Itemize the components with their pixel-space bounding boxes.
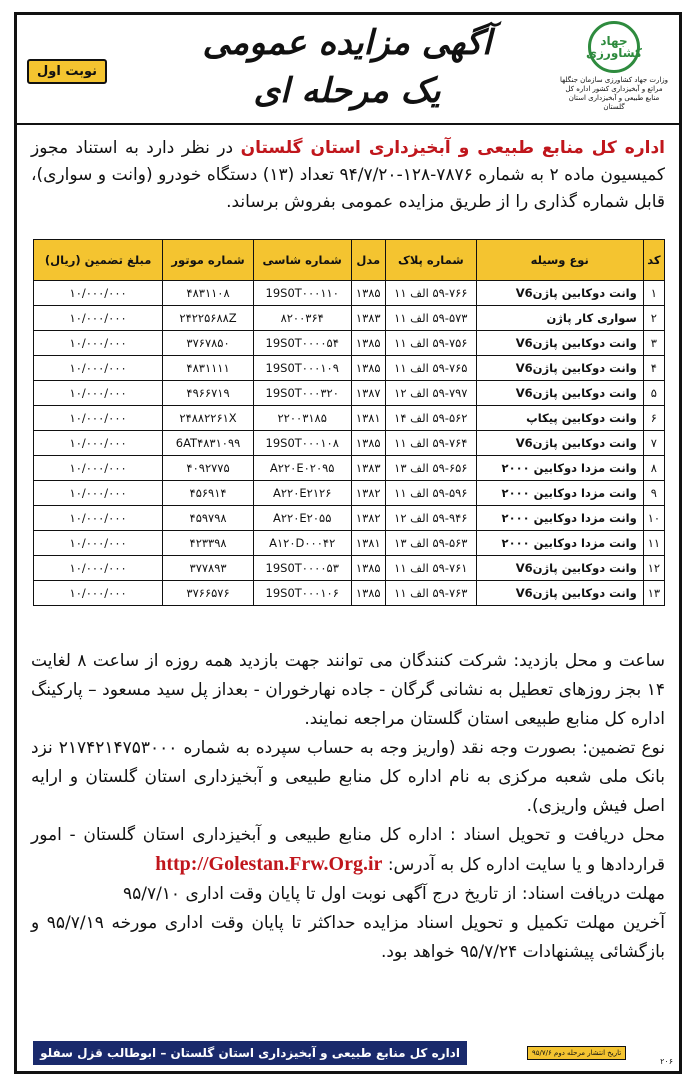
title-line1: آگهی مزایده عمومی [202, 23, 492, 63]
table-header-row [34, 240, 665, 281]
website-link[interactable]: http://Golestan.Frw.Org.ir [155, 853, 383, 875]
cell-type: وانت مزدا دوکابین ۲۰۰۰ [476, 506, 643, 531]
cell-chassis: 19S0T۰۰۰۱۰۹ [253, 356, 351, 381]
cell-engine: ۴۵۹۷۹۸ [163, 506, 254, 531]
cell-model: ۱۳۸۱ [351, 406, 385, 431]
cell-plate: ۵۹-۷۵۶ الف ۱۱ [385, 331, 476, 356]
table-row [34, 331, 665, 356]
col-chassis: شماره شاسی [253, 240, 351, 281]
cell-engine: ۲۴۸۸۲۲۶۱X [163, 406, 254, 431]
cell-chassis: A۱۲۰D۰۰۰۴۲ [253, 531, 351, 556]
col-type: نوع وسیله [476, 240, 643, 281]
table-row [34, 456, 665, 481]
organization-name: اداره کل منابع طبیعی و آبخیزداری استان گلستان [240, 138, 665, 158]
cell-plate: ۵۹-۶۵۶ الف ۱۳ [385, 456, 476, 481]
cell-chassis: 19S0T۰۰۰۱۰۶ [253, 581, 351, 606]
cell-plate: ۵۹-۷۶۳ الف ۱۱ [385, 581, 476, 606]
ad-code: ۲۰۶ [660, 1057, 673, 1066]
cell-engine: ۴۰۹۲۷۷۵ [163, 456, 254, 481]
cell-plate: ۵۹-۵۶۲ الف ۱۴ [385, 406, 476, 431]
cell-code: ۱۲ [643, 556, 664, 581]
cell-guarantee: ۱۰/۰۰۰/۰۰۰ [34, 531, 163, 556]
cell-code: ۸ [643, 456, 664, 481]
cell-chassis: A۲۲۰E۲۱۲۶ [253, 481, 351, 506]
cell-plate: ۵۹-۵۶۳ الف ۱۳ [385, 531, 476, 556]
cell-engine: ۴۲۳۳۹۸ [163, 531, 254, 556]
cell-guarantee: ۱۰/۰۰۰/۰۰۰ [34, 406, 163, 431]
cell-type: وانت دوکابین پاژنV6 [476, 331, 643, 356]
ad-frame [14, 12, 682, 1074]
cell-type: سواری کار پاژن [476, 306, 643, 331]
cell-code: ۴ [643, 356, 664, 381]
cell-chassis: A۲۲۰E۰۲۰۹۵ [253, 456, 351, 481]
intro-text: در نظر دارد به استناد مجوز کمیسیون ماده ۲ به شماره ۷۸۷۶-۱۲۸-۹۴/۷/۲۰ تعداد (۱۳) دستگاه خودرو (وانت و سواری)، قابل شماره گذاری را از طریق مزایده عمومی بفروش برساند. [31, 138, 665, 212]
cell-code: ۷ [643, 431, 664, 456]
cell-chassis: 19S0T۰۰۰۰۵۴ [253, 331, 351, 356]
cell-engine: 6AT۴۸۳۱۰۹۹ [163, 431, 254, 456]
cell-guarantee: ۱۰/۰۰۰/۰۰۰ [34, 306, 163, 331]
cell-model: ۱۳۸۵ [351, 431, 385, 456]
cell-code: ۱۳ [643, 581, 664, 606]
cell-guarantee: ۱۰/۰۰۰/۰۰۰ [34, 381, 163, 406]
cell-engine: ۴۸۳۱۱۱۱ [163, 356, 254, 381]
cell-code: ۳ [643, 331, 664, 356]
cell-engine: ۳۷۶۷۸۵۰ [163, 331, 254, 356]
cell-engine: ۲۴۲۲۵۶۸۸Z [163, 306, 254, 331]
cell-chassis: ۸۲۰۰۳۶۴ [253, 306, 351, 331]
cell-plate: ۵۹-۷۶۶ الف ۱۱ [385, 281, 476, 306]
cell-guarantee: ۱۰/۰۰۰/۰۰۰ [34, 481, 163, 506]
table-row [34, 306, 665, 331]
guarantee-info: نوع تضمین: بصورت وجه نقد (واریز وجه به حساب سپرده به شماره ۲۱۷۴۲۱۴۷۵۳۰۰۰ نزد بانک ملی شعبه مرکزی به نام اداره کل منابع طبیعی و آبخیزداری استان گلستان و ارایه اصل فیش واریزی). [31, 738, 665, 816]
table-row [34, 531, 665, 556]
cell-type: وانت دوکابین پاژنV6 [476, 356, 643, 381]
docs-place [31, 821, 665, 880]
cell-model: ۱۳۸۵ [351, 356, 385, 381]
cell-guarantee: ۱۰/۰۰۰/۰۰۰ [34, 581, 163, 606]
first-round-badge: نوبت اول [27, 59, 107, 84]
cell-plate: ۵۹-۷۶۴ الف ۱۱ [385, 431, 476, 456]
cell-type: وانت مزدا دوکابین ۲۰۰۰ [476, 531, 643, 556]
cell-engine: ۴۸۳۱۱۰۸ [163, 281, 254, 306]
cell-type: وانت دوکابین پاژنV6 [476, 581, 643, 606]
cell-guarantee: ۱۰/۰۰۰/۰۰۰ [34, 506, 163, 531]
cell-model: ۱۳۸۱ [351, 531, 385, 556]
cell-engine: ۴۵۶۹۱۴ [163, 481, 254, 506]
cell-plate: ۵۹-۷۶۱ الف ۱۱ [385, 556, 476, 581]
cell-model: ۱۳۸۳ [351, 456, 385, 481]
cell-model: ۱۳۸۵ [351, 281, 385, 306]
cell-model: ۱۳۸۵ [351, 331, 385, 356]
table-row [34, 406, 665, 431]
cell-engine: ۴۹۶۶۷۱۹ [163, 381, 254, 406]
cell-plate: ۵۹-۹۴۶ الف ۱۲ [385, 506, 476, 531]
cell-guarantee: ۱۰/۰۰۰/۰۰۰ [34, 331, 163, 356]
cell-chassis: 19S0T۰۰۰۰۵۳ [253, 556, 351, 581]
cell-model: ۱۳۸۲ [351, 481, 385, 506]
table-row [34, 431, 665, 456]
cell-guarantee: ۱۰/۰۰۰/۰۰۰ [34, 456, 163, 481]
cell-plate: ۵۹-۵۷۳ الف ۱۱ [385, 306, 476, 331]
table-row [34, 481, 665, 506]
col-code: کد [643, 240, 664, 281]
table-row [34, 356, 665, 381]
table-row [34, 281, 665, 306]
cell-chassis: 19S0T۰۰۰۳۲۰ [253, 381, 351, 406]
cell-guarantee: ۱۰/۰۰۰/۰۰۰ [34, 556, 163, 581]
table-row [34, 506, 665, 531]
title-line2: یک مرحله ای [253, 71, 441, 111]
signature-bar: اداره کل منابع طبیعی و آبخیزداری استان گلستان – ابوطالب قزل سفلو [33, 1041, 467, 1065]
table-row [34, 381, 665, 406]
cell-model: ۱۳۸۷ [351, 381, 385, 406]
final-deadline: آخرین مهلت تکمیل و تحویل اسناد مزایده حداکثر تا پایان وقت اداری مورخه ۹۵/۷/۱۹ و بازگشائی پیشنهادات ۹۵/۷/۲۴ خواهد بود. [31, 913, 665, 962]
cell-model: ۱۳۸۵ [351, 581, 385, 606]
col-guarantee: مبلغ تضمین (ریال) [34, 240, 163, 281]
cell-type: وانت مزدا دوکابین ۲۰۰۰ [476, 481, 643, 506]
col-plate: شماره پلاک [385, 240, 476, 281]
cell-model: ۱۳۸۳ [351, 306, 385, 331]
visit-info: ساعت و محل بازدید: شرکت کنندگان می توانند جهت بازدید همه روزه از ساعت ۸ لغایت ۱۴ بجز روزهای تعطیل به نشانی گرگان - جاده نهارخوران - بعداز پل سید مسعود – پارکینگ اداره کل منابع طبیعی استان گلستان مراجعه نمایند. [31, 651, 665, 729]
cell-engine: ۳۷۶۶۵۷۶ [163, 581, 254, 606]
cell-code: ۱۱ [643, 531, 664, 556]
cell-type: وانت دوکابین پاژنV6 [476, 281, 643, 306]
cell-code: ۶ [643, 406, 664, 431]
ministry-logo [559, 21, 669, 112]
cell-plate: ۵۹-۵۹۶ الف ۱۱ [385, 481, 476, 506]
cell-type: وانت دوکابین پاژنV6 [476, 381, 643, 406]
cell-engine: ۳۷۷۸۹۳ [163, 556, 254, 581]
cell-guarantee: ۱۰/۰۰۰/۰۰۰ [34, 281, 163, 306]
cell-type: وانت دوکابین پیکاپ [476, 406, 643, 431]
cell-type: وانت دوکابین پاژنV6 [476, 431, 643, 456]
header [17, 15, 679, 125]
cell-type: وانت مزدا دوکابین ۲۰۰۰ [476, 456, 643, 481]
table-row [34, 556, 665, 581]
cell-code: ۱ [643, 281, 664, 306]
cell-chassis: 19S0T۰۰۰۱۰۸ [253, 431, 351, 456]
table-row [34, 581, 665, 606]
table-body [34, 281, 665, 606]
cell-plate: ۵۹-۷۹۷ الف ۱۲ [385, 381, 476, 406]
terms-section [31, 647, 665, 967]
vehicles-table [33, 239, 665, 606]
cell-plate: ۵۹-۷۶۵ الف ۱۱ [385, 356, 476, 381]
cell-model: ۱۳۸۲ [351, 506, 385, 531]
cell-chassis: A۲۲۰E۲۰۵۵ [253, 506, 351, 531]
header-divider [17, 123, 679, 125]
cell-code: ۵ [643, 381, 664, 406]
cell-model: ۱۳۸۵ [351, 556, 385, 581]
cell-code: ۹ [643, 481, 664, 506]
cell-type: وانت دوکابین پاژنV6 [476, 556, 643, 581]
docs-deadline: مهلت دریافت اسناد: از تاریخ درج آگهی نوبت اول تا پایان وقت اداری ۹۵/۷/۱۰ [122, 884, 665, 904]
logo-caption: وزارت جهاد کشاورزی سازمان جنگلها مراتع و آبخیزداری کشور اداره کل منابع طبیعی و آبخیزداری استان گلستان [559, 76, 669, 111]
cell-chassis: ۲۲۰۰۳۱۸۵ [253, 406, 351, 431]
publish-date-badge: تاریخ انتشار مرحله دوم ۹۵/۷/۶ [527, 1046, 626, 1060]
jahad-emblem-icon: جهاد کشاورزی [588, 21, 640, 73]
cell-chassis: 19S0T۰۰۰۱۱۰ [253, 281, 351, 306]
cell-guarantee: ۱۰/۰۰۰/۰۰۰ [34, 431, 163, 456]
cell-guarantee: ۱۰/۰۰۰/۰۰۰ [34, 356, 163, 381]
col-model: مدل [351, 240, 385, 281]
cell-code: ۲ [643, 306, 664, 331]
col-engine: شماره موتور [163, 240, 254, 281]
cell-code: ۱۰ [643, 506, 664, 531]
intro-paragraph [31, 135, 665, 216]
docs-place-text: محل دریافت و تحویل اسناد : اداره کل منابع طبیعی و آبخیزداری استان گلستان - امور قراردادها و یا سایت اداره کل به آدرس: [31, 825, 665, 875]
